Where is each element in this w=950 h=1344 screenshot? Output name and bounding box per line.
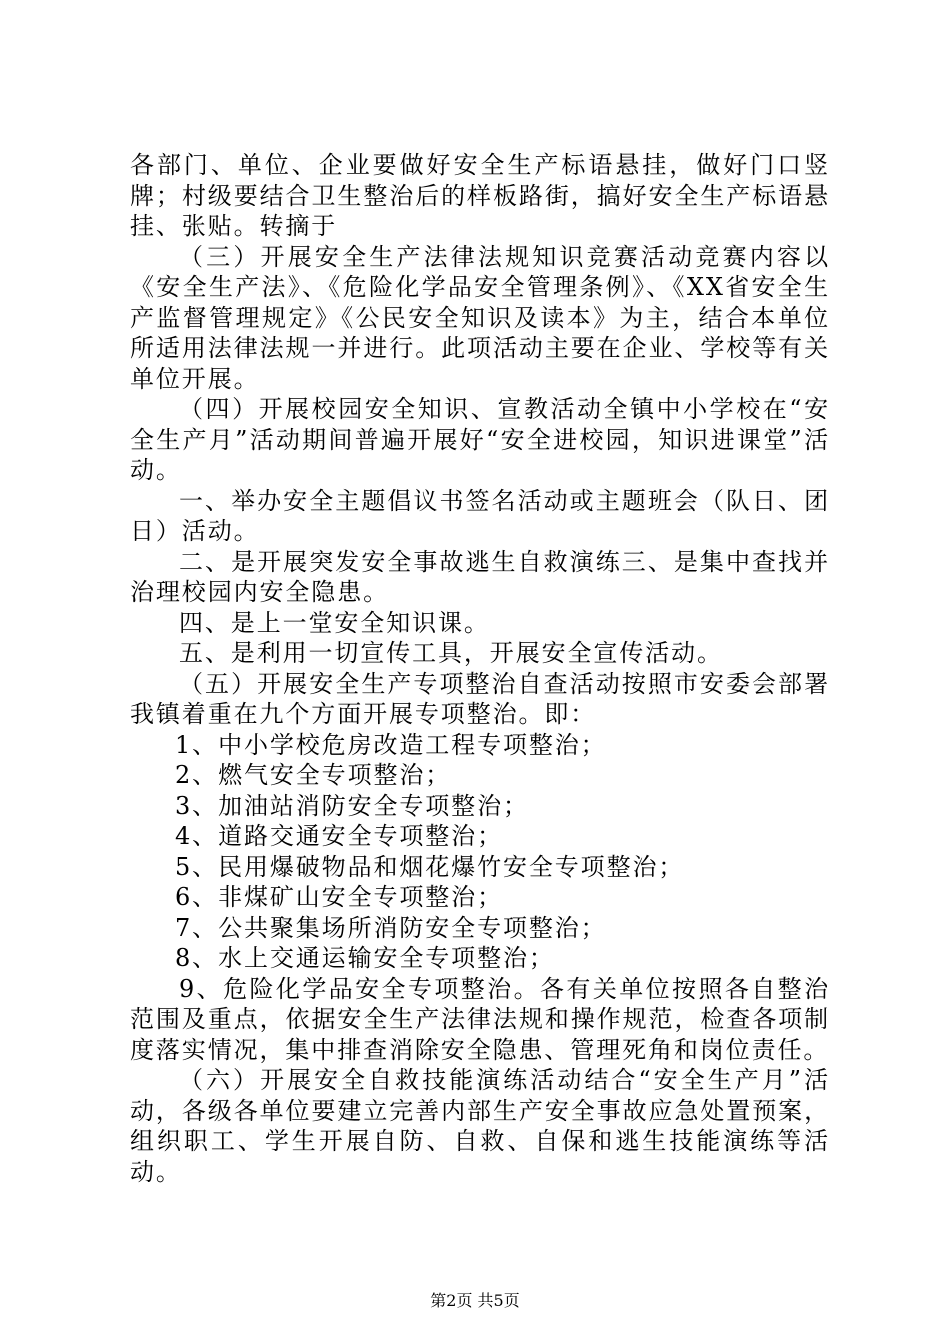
paragraph-section-5: （五）开展安全生产专项整治自查活动按照市安委会部署我镇着重在九个方面开展专项整治。即：: [130, 669, 830, 728]
paragraph-section-6: （六）开展安全自救技能演练活动结合“安全生产月”活动，各级各单位要建立完善内部生产安全事故应急处置预案，组织职工、学生开展自防、自救、自保和逃生技能演练等活动。: [130, 1066, 830, 1186]
paragraph-activity-2: 二、是开展突发安全事故逃生自救演练三、是集中查找并治理校园内安全隐患。: [130, 547, 830, 606]
list-item: 1、中小学校危房改造工程专项整治；: [175, 730, 607, 759]
list-item: 4、道路交通安全专项整治；: [175, 822, 503, 850]
page-footer: 第2页 共5页: [430, 1291, 520, 1310]
list-item: 7、公共聚集场所消防安全专项整治；: [175, 913, 607, 942]
paragraph-section-4: （四）开展校园安全知识、宣教活动全镇中小学校在“安全生产月”活动期间普遍开展好“安全进校园，知识进课堂”活动。: [130, 395, 830, 484]
list-item: 2、燃气安全专项整治；: [175, 761, 452, 789]
paragraph-intro: 各部门、单位、企业要做好安全生产标语悬挂，做好门口竖牌；村级要结合卫生整治后的样板路街，搞好安全生产标语悬挂、张贴。转摘于: [130, 151, 830, 240]
paragraph-activity-1: 一、举办安全主题倡议书签名活动或主题班会（队日、团日）活动。: [130, 486, 830, 545]
paragraph-section-3: （三）开展安全生产法律法规知识竞赛活动竞赛内容以《安全生产法》、《危险化学品安全管理条例》、《XX省安全生产监督管理规定》《公民安全知识及读本》为主，结合本单位所适用法律法规一并进行。此项活动主要在企业、学校等有关单位开展。: [130, 242, 830, 393]
document-body: [130, 150, 830, 1187]
list-item: 3、加油站消防安全专项整治；: [175, 791, 529, 820]
list-item: 5、民用爆破物品和烟花爆竹安全专项整治；: [175, 852, 685, 881]
list-item: 8、水上交通运输安全专项整治；: [175, 944, 555, 972]
paragraph-activity-4: 四、是上一堂安全知识课。: [179, 608, 490, 637]
paragraph-item-9: 9、危险化学品安全专项整治。各有关单位按照各自整治范围及重点，依据安全生产法律法规和操作规范，检查各项制度落实情况，集中排查消除安全隐患、管理死角和岗位责任。: [130, 974, 830, 1064]
list-item: 6、非煤矿山安全专项整治；: [175, 883, 503, 911]
paragraph-activity-5: 五、是利用一切宣传工具，开展安全宣传活动。: [179, 639, 723, 667]
